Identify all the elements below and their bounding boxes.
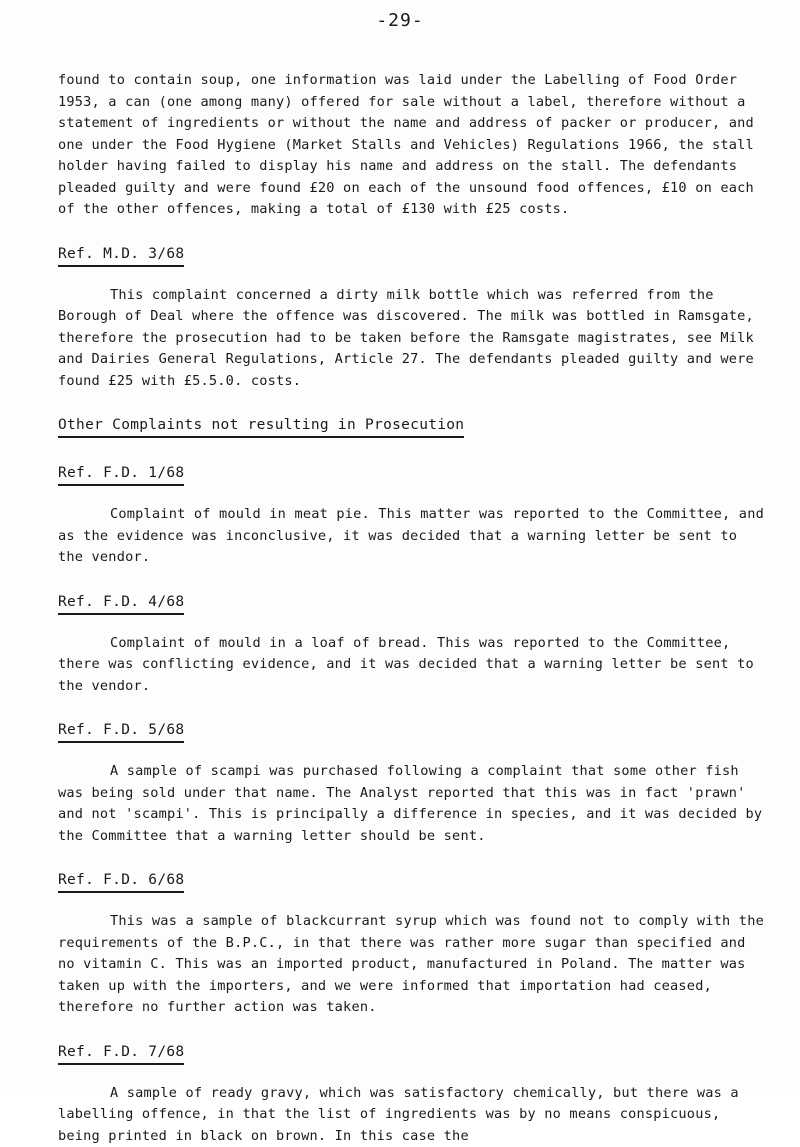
section-paragraph: This complaint concerned a dirty milk bottle which was referred from the Borough of Deal where the offence was discovered. The milk was bottled in Ramsgate, therefore the prosecution had to be taken before the Ramsgate magistrates, see Milk and Dairies General Regulations, Article 27. The defendants pleaded guilty and were found £25 with £5.5.0. costs. [58, 285, 770, 393]
section-ref-fd-6-68 [58, 869, 770, 893]
reference-heading: Ref. M.D. 3/68 [58, 244, 184, 267]
reference-heading: Ref. F.D. 5/68 [58, 720, 184, 743]
page-number: -29- [0, 10, 800, 31]
section-ref-fd-1-68 [58, 462, 770, 486]
section-ref-fd-7-68 [58, 1041, 770, 1065]
reference-heading: Ref. F.D. 1/68 [58, 463, 184, 486]
section-paragraph: Complaint of mould in meat pie. This matter was reported to the Committee, and as the evidence was inconclusive, it was decided that a warning letter be sent to the vendor. [58, 504, 770, 569]
section-ref-fd-4-68 [58, 591, 770, 615]
reference-heading: Ref. F.D. 4/68 [58, 592, 184, 615]
reference-heading: Ref. F.D. 6/68 [58, 870, 184, 893]
opening-paragraph: found to contain soup, one information was laid under the Labelling of Food Order 1953, a can (one among many) offered for sale without a label, therefore without a statement of ingredients or without the name and address of packer or producer, and one under the Food Hygiene (Market Stalls and Vehicles) Regulations 1966, the stall holder having failed to display his name and address on the stall. The defendants pleaded guilty and were found £20 on each of the unsound food offences, £10 on each of the other offences, making a total of £130 with £25 costs. [58, 70, 770, 221]
document-body [58, 70, 770, 1147]
section-paragraph: A sample of ready gravy, which was satisfactory chemically, but there was a labelling offence, in that the list of ingredients was by no means conspicuous, being printed in black on brown. In this case the [58, 1083, 770, 1147]
section-ref-fd-5-68 [58, 719, 770, 743]
section-paragraph: This was a sample of blackcurrant syrup which was found not to comply with the requirements of the B.P.C., in that there was rather more sugar than specified and no vitamin C. This was an imported product, manufactured in Poland. The matter was taken up with the importers, and we were informed that importation had ceased, therefore no further action was taken. [58, 911, 770, 1019]
reference-heading: Ref. F.D. 7/68 [58, 1042, 184, 1065]
section-ref-md-3-68 [58, 243, 770, 267]
other-complaints-heading: Other Complaints not resulting in Prosecution [58, 415, 464, 438]
section-paragraph: Complaint of mould in a loaf of bread. This was reported to the Committee, there was conflicting evidence, and it was decided that a warning letter be sent to the vendor. [58, 633, 770, 698]
other-complaints-heading-row [58, 414, 770, 438]
section-paragraph: A sample of scampi was purchased following a complaint that some other fish was being sold under that name. The Analyst reported that this was in fact 'prawn' and not 'scampi'. This is principally a difference in species, and it was decided by the Committee that a warning letter should be sent. [58, 761, 770, 847]
